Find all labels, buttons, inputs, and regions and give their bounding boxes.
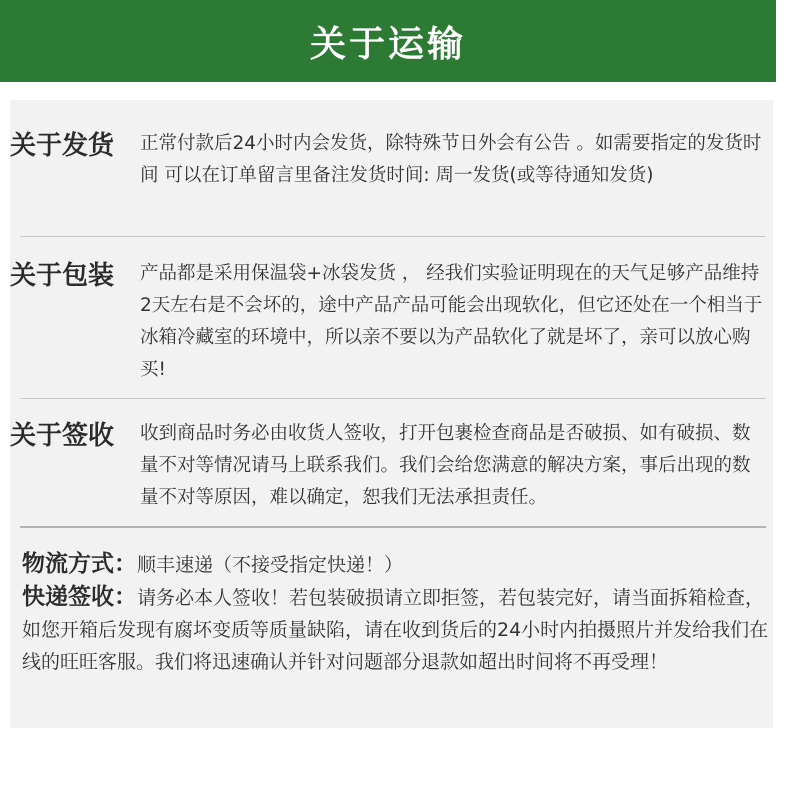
section-text: 收到商品时务必由收货人签收，打开包裹检查商品是否破损、如有破损、数量不对等情况请马上联系我们。我们会给您满意的解决方案，事后出现的数量不对等原因，难以确定，恕我们无法承担责任。 xyxy=(140,423,751,508)
logistics-label: 物流方式： xyxy=(22,551,137,577)
signing-text: 请务必本人签收！若包装破损请立即拒签，若包装完好，请当面拆箱检查，如您开箱后发现有腐坏变质等质量缺陷，请在收到货后的24小时内拍摄照片并发给我们在线的旺旺客服。我们将迅速确认并针对问题部分退款如超出时间将不再受理！ xyxy=(22,587,769,673)
section-label: 关于签收 xyxy=(10,421,115,451)
divider xyxy=(20,398,766,399)
section-label: 关于发货 xyxy=(10,131,115,161)
signing-label: 快递签收： xyxy=(22,584,137,610)
header-banner xyxy=(0,0,776,82)
divider xyxy=(20,526,766,528)
section-text: 产品都是采用保温袋+冰袋发货 ， 经我们实验证明现在的天气足够产品维持2天左右是不会坏的，途中产品产品可能会出现软化，但它还处在一个相当于冰箱冷藏室的环境中，所以亲不要以为产品软化了就是坏了，亲可以放心购买! xyxy=(140,263,763,380)
section-label: 关于包装 xyxy=(10,261,115,291)
logistics-text: 顺丰速递（不接受指定快递！） xyxy=(137,554,404,576)
divider xyxy=(20,236,766,237)
section-text: 正常付款后24小时内会发货，除特殊节日外会有公告 。如需要指定的发货时间 可以在订单留言里备注发货时间: 周一发货(或等待通知发货) xyxy=(140,133,762,186)
delivery-info xyxy=(22,548,772,678)
page-title: 关于运输 xyxy=(309,23,466,65)
signing-row xyxy=(22,581,772,678)
logistics-row xyxy=(22,548,772,581)
